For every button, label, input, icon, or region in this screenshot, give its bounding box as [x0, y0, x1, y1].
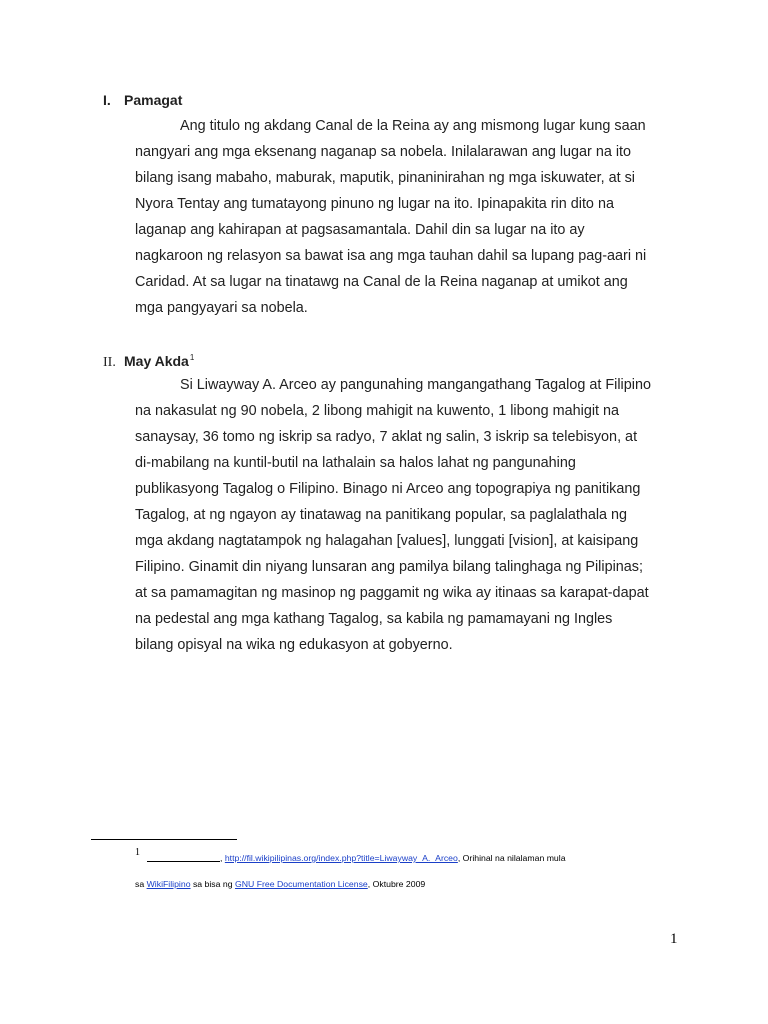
section-title: Pamagat: [124, 92, 183, 108]
footnote-text: sa: [135, 879, 147, 889]
paragraph-line: mga akdang nagtatampok ng halagahan [values], lunggati [vision], at kaisipang: [135, 533, 639, 549]
paragraph-line: Nyora Tentay ang tumatayong pinuno ng lugar na ito. Ipinapakita rin dito na: [135, 196, 614, 212]
paragraph-line: nagkaroon ng relasyon sa bawat isa ang mga tauhan dahil sa lupang pag-aari ni: [135, 248, 647, 264]
footnote-separator: [91, 839, 237, 840]
paragraph-line: Filipino. Ginamit din niyang lunsaran ang pamilya bilang talinghaga ng Pilipinas;: [135, 559, 643, 575]
footnote-reference[interactable]: 1: [189, 353, 195, 362]
wikifilipino-link[interactable]: WikiFilipino: [146, 879, 191, 889]
paragraph-line: na nakasulat ng 90 nobela, 2 libong mahigit na kuwento, 1 libong mahigit na: [135, 403, 620, 419]
footnote-source-link[interactable]: http://fil.wikipilipinas.org/index.php?title=Liwayway_A._Arceo: [224, 853, 458, 863]
page-number: 1: [670, 931, 678, 947]
paragraph-line: laganap ang kahirapan at pagsasamantala. Dahil din sa lugar na ito ay: [135, 222, 585, 238]
paragraph-line: Si Liwayway A. Arceo ay pangunahing mangangathang Tagalog at Filipino: [180, 377, 651, 393]
footnote-line-1: [147, 852, 566, 864]
paragraph-line: Tagalog, at ng ngayon ay tinatawag na panitikang popular, sa paglalathala ng: [135, 507, 628, 523]
paragraph-may-akda: [135, 372, 675, 658]
paragraph-pamagat: [135, 113, 675, 321]
paragraph-line: bilang isang mabaho, maburak, maputik, pinaninirahan ng mga iskuwater, at si: [135, 170, 635, 186]
paragraph-line: di-mabilang na kuntil-butil na lathalain sa halos lahat ng pangunahing: [135, 455, 576, 471]
footnote-author-blank: [147, 852, 223, 863]
paragraph-line: Caridad. At sa lugar na tinatawg na Canal de la Reina naganap at umikot ang: [135, 274, 628, 290]
footnote-mark: 1: [135, 847, 140, 858]
footnote-text: , Orihinal na nilalaman mula: [457, 853, 566, 863]
paragraph-line: sanaysay, 36 tomo ng iskrip sa radyo, 7 aklat ng salin, 3 iskrip sa telebisyon, at: [135, 429, 638, 445]
section-numeral: II.: [103, 355, 116, 370]
section-heading-pamagat: [103, 91, 182, 109]
section-numeral: I.: [103, 92, 111, 108]
section-heading-may-akda: [103, 349, 194, 372]
paragraph-line: Ang titulo ng akdang Canal de la Reina ay ang mismong lugar kung saan: [180, 118, 646, 134]
footnote-text: sa bisa ng: [190, 879, 235, 889]
paragraph-line: nangyari ang mga eksenang naganap sa nobela. Inilalarawan ang lugar na ito: [135, 144, 632, 160]
footnote-line-2: [135, 878, 425, 890]
footnote-text: , Oktubre 2009: [367, 879, 426, 889]
paragraph-line: at sa pamamagitan ng masinop ng paggamit ng wika ay itinaas sa karapat-dapat: [135, 585, 649, 601]
paragraph-line: bilang opisyal na wika ng edukasyon at gobyerno.: [135, 637, 453, 653]
gnu-license-link[interactable]: GNU Free Documentation License: [234, 879, 368, 889]
footnote-separator-text: ,: [220, 853, 223, 863]
paragraph-line: na pedestal ang mga kathang Tagalog, sa kabila ng pamamayani ng Ingles: [135, 611, 613, 627]
section-title: May Akda: [124, 353, 189, 369]
paragraph-line: mga pangyayari sa nobela.: [135, 300, 308, 316]
paragraph-line: publikasyong Tagalog o Filipino. Binago ni Arceo ang topograpiya ng panitikang: [135, 481, 641, 497]
